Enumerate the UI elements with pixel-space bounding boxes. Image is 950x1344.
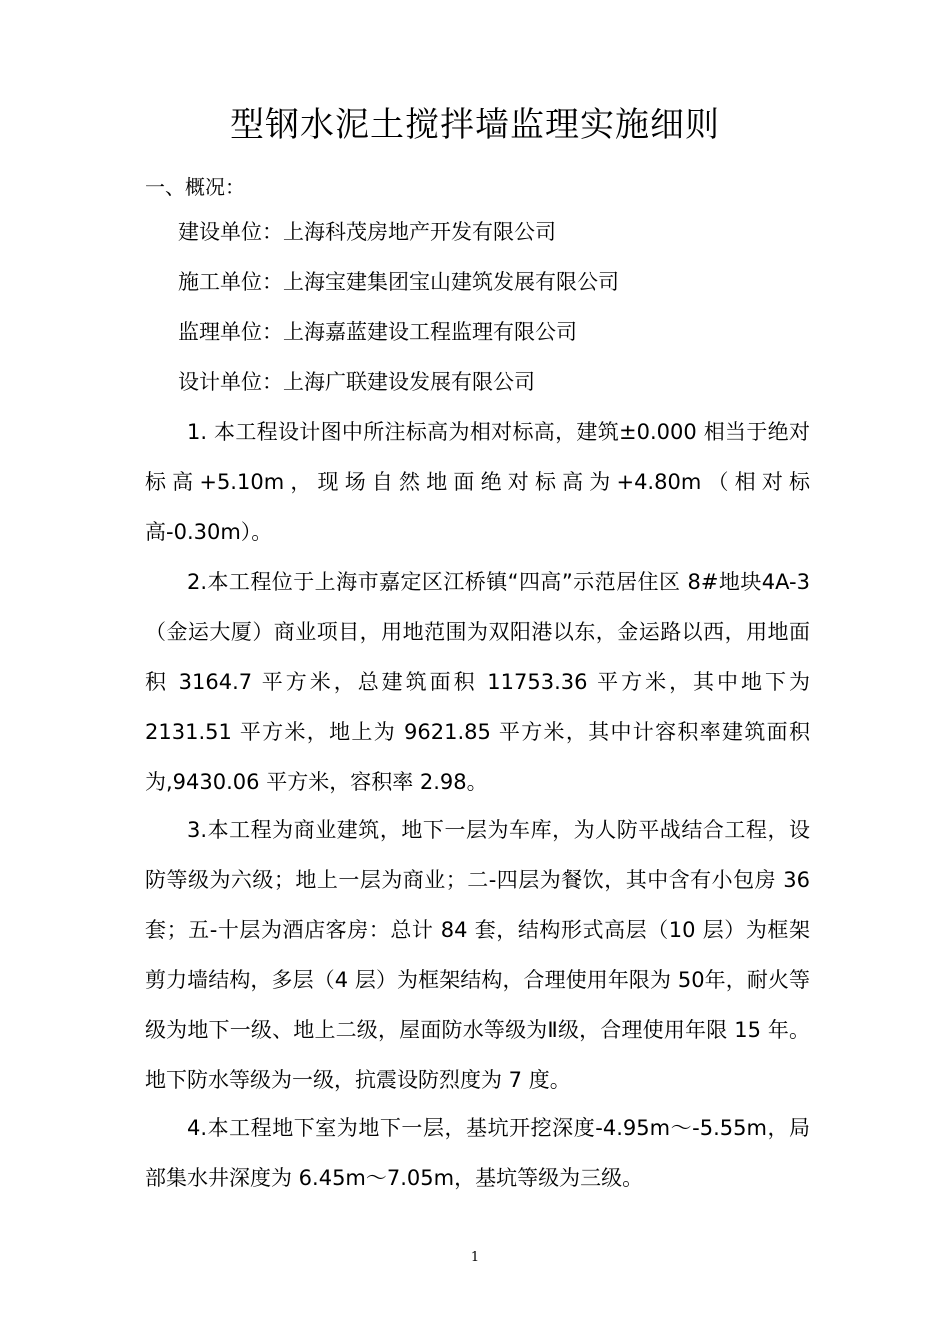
- info-line-designer: 设计单位：上海广联建设发展有限公司: [178, 370, 535, 394]
- paragraph-2: 2.本工程位于上海市嘉定区江桥镇“四高”示范居住区 8#地块4A-3（金运大厦）商业项目，用地范围为双阳港以东，金运路以西，用地面积 3164.7 平方米，总建筑面积 11753.36 平方米，其中地下为 2131.51 平方米，地上为 9621.85 平方米，其中计容积率建筑面积为,9430.06 平方米，容积率 2.98。: [145, 570, 810, 794]
- section-heading: 一、概况：: [145, 175, 245, 199]
- page-number: 1: [470, 1250, 480, 1265]
- paragraph-4: 4.本工程地下室为地下一层，基坑开挖深度-4.95m～-5.55m，局部集水井深度为 6.45m～7.05m，基坑等级为三级。: [145, 1116, 810, 1190]
- document-title: 型钢水泥土搅拌墙监理实施细则: [230, 105, 720, 145]
- paragraph-3: 3.本工程为商业建筑，地下一层为车库，为人防平战结合工程，设防等级为六级；地上一层为商业；二-四层为餐饮，其中含有小包房 36 套；五-十层为酒店客房：总计 84 套，结构形式高层（10 层）为框架剪力墙结构，多层（4 层）为框架结构，合理使用年限为 50年，耐火等级为地下一级、地上二级，屋面防水等级为Ⅱ级，合理使用年限 15 年。地下防水等级为一级，抗震设防烈度为 7 度。: [145, 818, 810, 1092]
- info-line-supervisor: 监理单位：上海嘉蓝建设工程监理有限公司: [178, 320, 577, 344]
- info-line-developer: 建设单位：上海科茂房地产开发有限公司: [178, 220, 556, 244]
- paragraph-1: 1. 本工程设计图中所注标高为相对标高，建筑±0.000 相当于绝对标高+5.10m，现场自然地面绝对标高为+4.80m（相对标高-0.30m）。: [145, 420, 810, 544]
- info-line-contractor: 施工单位：上海宝建集团宝山建筑发展有限公司: [178, 270, 619, 294]
